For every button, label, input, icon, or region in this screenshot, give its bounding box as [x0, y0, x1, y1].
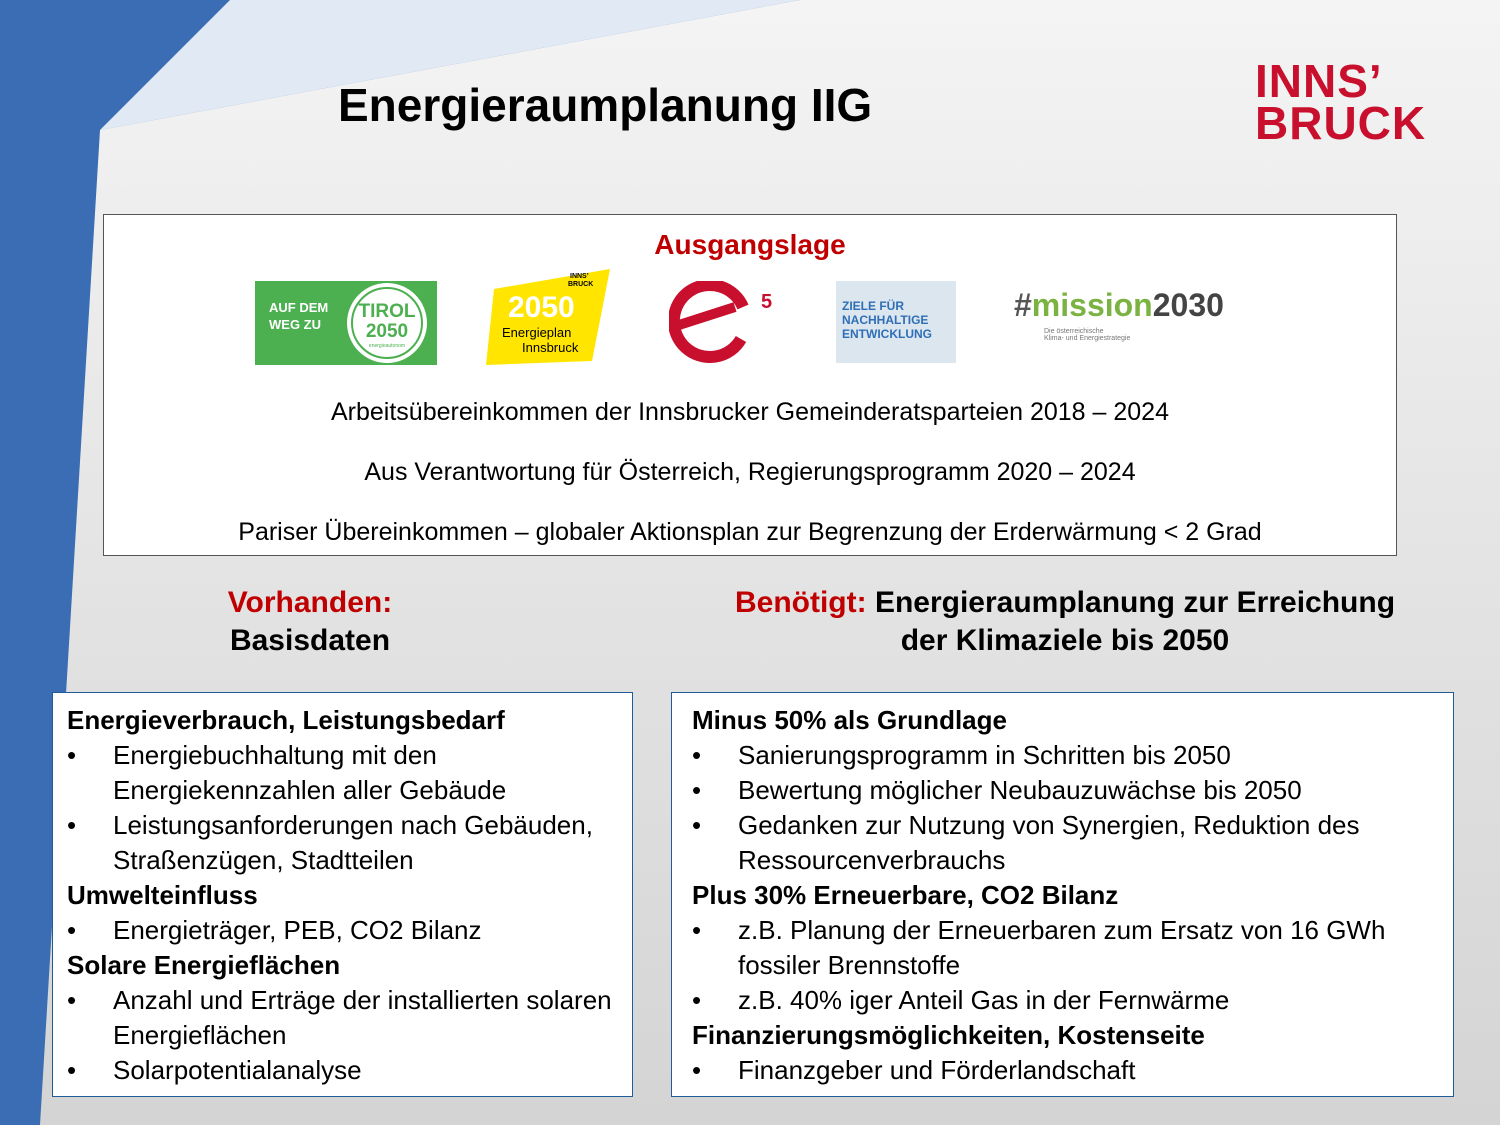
list-item: • z.B. 40% iger Anteil Gas in der Fernwärme — [692, 983, 1439, 1018]
list-item: • Solarpotentialanalyse — [67, 1053, 618, 1088]
page-title: Energieraumplanung IIG — [338, 79, 873, 131]
reference-3: Pariser Übereinkommen – globaler Aktionsplan zur Begrenzung der Erderwärmung < 2 Grad — [238, 518, 1262, 546]
bullet-list — [67, 738, 618, 878]
list-item: • Finanzgeber und Förderlandschaft — [692, 1053, 1439, 1088]
logo-strip — [104, 273, 1396, 377]
tirol-left-text: AUF DEM WEG ZU — [269, 300, 329, 332]
left-column-heading: Vorhanden: Basisdaten — [227, 586, 393, 657]
bullet-list — [67, 983, 618, 1088]
list-item: • Energieträger, PEB, CO2 Bilanz — [67, 913, 618, 948]
bullet-list — [692, 1053, 1439, 1088]
ausgangslage-heading: Ausgangslage — [654, 229, 846, 260]
sdg-logo: ZIELE FÜR NACHHALTIGE ENTWICKLUNG — [836, 281, 956, 363]
section-heading: Finanzierungsmöglichkeiten, Kostenseite — [692, 1020, 1205, 1050]
list-item: • z.B. Planung der Erneuerbaren zum Ersatz von 16 GWh fossiler Brennstoffe — [692, 913, 1439, 983]
innsbruck-logo: INNS’ BRUCK — [1255, 55, 1427, 149]
energieplan-2050-logo: INNS’ BRUCK 2050 Energieplan Innsbruck — [486, 269, 610, 365]
section-heading: Solare Energieflächen — [67, 950, 341, 980]
reference-2: Aus Verantwortung für Österreich, Regierungsprogramm 2020 – 2024 — [364, 458, 1136, 486]
list-item: • Leistungsanforderungen nach Gebäuden, Straßenzügen, Stadtteilen — [67, 808, 618, 878]
klimaziele-box — [671, 692, 1454, 1097]
section-heading: Energieverbrauch, Leistungsbedarf — [67, 705, 505, 735]
bullet-list — [67, 913, 618, 948]
bullet-list — [692, 738, 1439, 878]
list-item: • Bewertung möglicher Neubauzuwächse bis 2050 — [692, 773, 1439, 808]
ausgangslage-box — [103, 214, 1397, 556]
tirol-2050-logo: AUF DEM WEG ZU TIROL 2050 energieautonom — [255, 277, 437, 365]
bullet-list — [692, 913, 1439, 1018]
section-heading: Plus 30% Erneuerbare, CO2 Bilanz — [692, 880, 1119, 910]
e5-logo: 5 — [669, 281, 779, 365]
list-item: • Sanierungsprogramm in Schritten bis 2050 — [692, 738, 1439, 773]
list-item: • Energiebuchhaltung mit den Energiekennzahlen aller Gebäude — [67, 738, 618, 808]
list-item: • Anzahl und Erträge der installierten solaren Energieflächen — [67, 983, 618, 1053]
reference-1: Arbeitsübereinkommen der Innsbrucker Gemeinderatsparteien 2018 – 2024 — [331, 398, 1169, 426]
basisdaten-box — [52, 692, 633, 1097]
section-heading: Minus 50% als Grundlage — [692, 705, 1007, 735]
list-item: • Gedanken zur Nutzung von Synergien, Reduktion des Ressourcenverbrauchs — [692, 808, 1439, 878]
mission-2030-logo: #mission2030 Die österreichische Klima- und Energiestrategie — [1014, 287, 1224, 342]
right-column-heading: Benötigt: Energieraumplanung zur Erreichung der Klimaziele bis 2050 — [734, 586, 1396, 657]
section-heading: Umwelteinfluss — [67, 880, 258, 910]
